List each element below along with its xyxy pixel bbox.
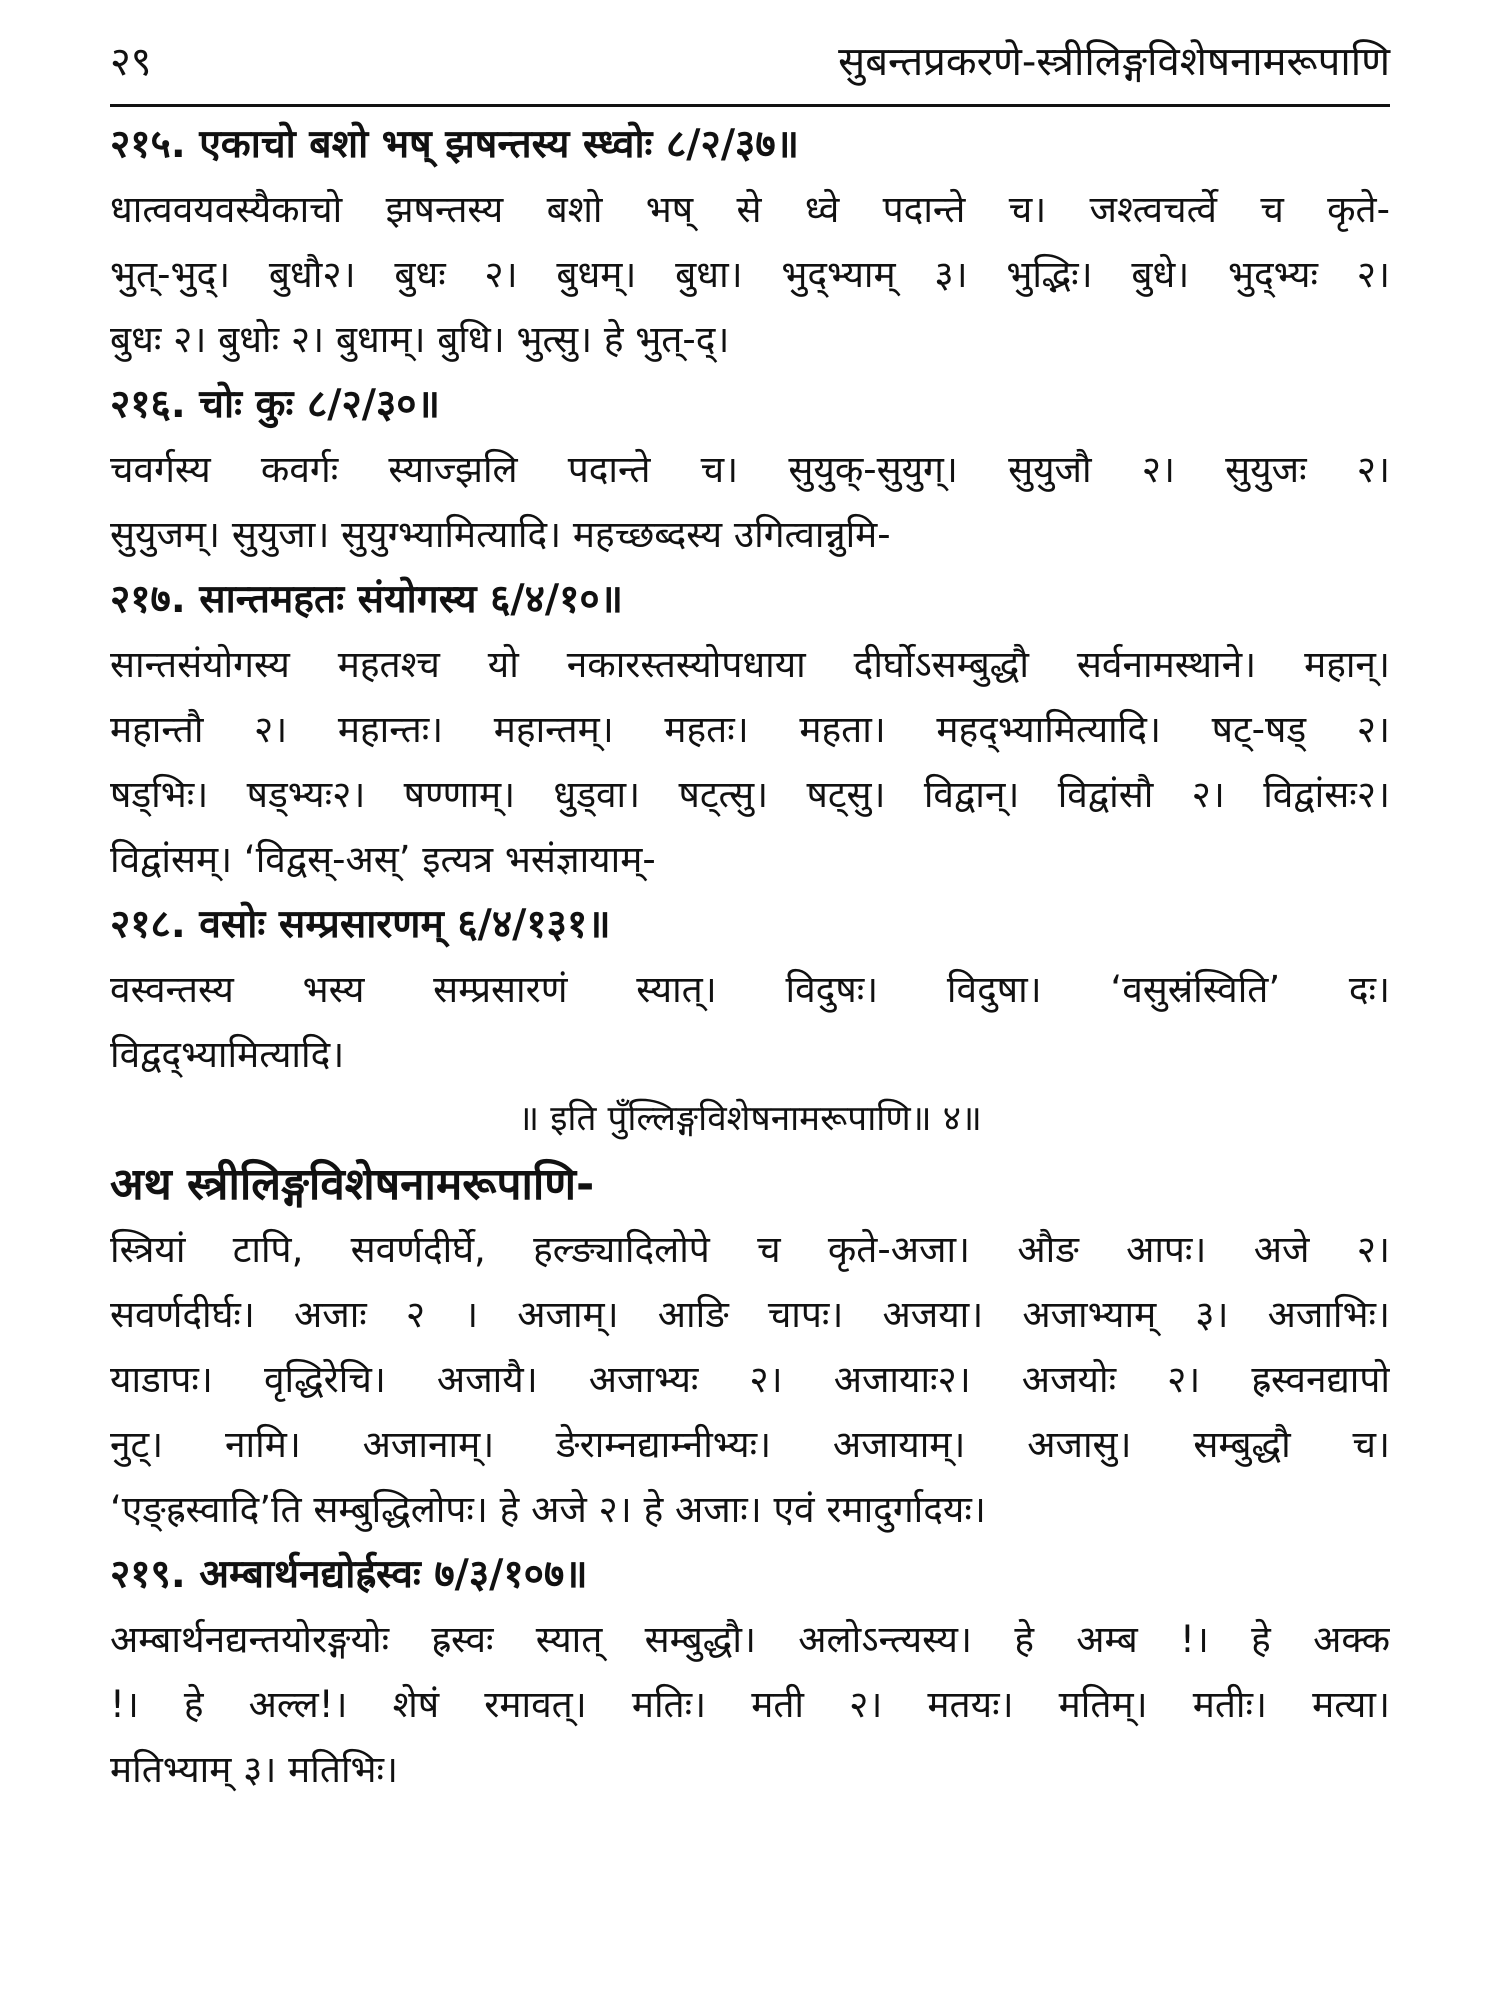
colophon-line: ॥ इति पुँल्लिङ्गविशेषनामरूपाणि॥ ४॥ — [518, 1099, 982, 1139]
text-line: विद्वांसम्। ‘विद्वस्-अस्’ इत्यत्र भसंज्ञायाम्- — [110, 838, 656, 881]
page-number: २९ — [110, 39, 152, 85]
text-line: सान्तसंयोगस्य महतश्च यो नकारस्तस्योपधाया दीर्घोऽसम्बुद्धौ सर्वनामस्थाने। महान्। — [110, 643, 1390, 686]
text-line: चवर्गस्य कवर्गः स्याज्झलि पदान्ते च। सुयुक्-सुयुग्। सुयुजौ २। सुयुजः २। — [110, 448, 1390, 491]
text-line: बुधः २। बुधोः २। बुधाम्। बुधि। भुत्सु। हे भुत्-द्। — [110, 318, 730, 361]
text-line: ‘एङ्ह्रस्वादि’ति सम्बुद्धिलोपः। हे अजे २। हे अजाः। एवं रमादुर्गादयः। — [110, 1488, 986, 1531]
text-line: नुट्। नामि। अजानाम्। ङेराम्नद्याम्नीभ्यः। अजायाम्। अजासु। सम्बुद्धौ च। — [110, 1423, 1390, 1466]
text-line: महान्तौ २। महान्तः। महान्तम्। महतः। महता। महद्भ्यामित्यादि। षट्-षड् २। — [110, 708, 1390, 751]
text-line: वस्वन्तस्य भस्य सम्प्रसारणं स्यात्। विदुषः। विदुषा। ‘वसुस्रंस्विति’ दः। — [110, 968, 1390, 1011]
sutra-heading: २१८. वसोः सम्प्रसारणम् ६/४/१३१॥ — [110, 902, 611, 947]
text-line: मतिभ्याम् ३। मतिभिः। — [110, 1748, 399, 1791]
page-header — [110, 28, 1390, 94]
sutra-heading: २१६. चोः कुः ८/२/३०॥ — [110, 382, 440, 427]
text-line: याडापः। वृद्धिरेचि। अजायै। अजाभ्यः २। अजायाः२। अजयोः २। ह्रस्वनद्यापो — [110, 1358, 1390, 1401]
text-line: सवर्णदीर्घः। अजाः २ । अजाम्। आङि चापः। अजया। अजाभ्याम् ३। अजाभिः। — [110, 1293, 1390, 1336]
section-heading: अथ स्त्रीलिङ्गविशेषनामरूपाणि- — [110, 1159, 595, 1210]
text-line: !। हे अल्ल!। शेषं रमावत्। मतिः। मती २। मतयः। मतिम्। मतीः। मत्या। — [110, 1683, 1390, 1726]
text-line: षड्भिः। षड्भ्यः२। षण्णाम्। धुड्वा। षट्त्सु। षट्सु। विद्वान्। विद्वांसौ २। विद्वांसः२। — [110, 773, 1390, 816]
sutra-heading: २१५. एकाचो बशो भष् झषन्तस्य स्ध्वोः ८/२/३७॥ — [110, 122, 799, 167]
running-title: सुबन्तप्रकरणे-स्त्रीलिङ्गविशेषनामरूपाणि — [838, 39, 1390, 85]
sutra-heading: २१७. सान्तमहतः संयोगस्य ६/४/१०॥ — [110, 577, 624, 622]
text-line: विद्वद्भ्यामित्यादि। — [110, 1033, 345, 1076]
document-body — [110, 112, 1390, 1802]
text-line: धात्ववयवस्यैकाचो झषन्तस्य बशो भष् से ध्वे पदान्ते च। जश्त्वचर्त्वे च कृते- — [110, 188, 1390, 231]
text-line: स्त्रियां टापि, सवर्णदीर्घे, हल्ङ्यादिलोपे च कृते-अजा। औङ आपः। अजे २। — [110, 1228, 1390, 1271]
header-divider — [110, 104, 1390, 107]
text-line: सुयुजम्। सुयुजा। सुयुग्भ्यामित्यादि। महच्छब्दस्य उगित्वान्नुमि- — [110, 513, 891, 556]
text-line: भुत्-भुद्। बुधौ२। बुधः २। बुधम्। बुधा। भुद्भ्याम् ३। भुद्भिः। बुधे। भुद्भ्यः २। — [110, 253, 1390, 296]
sutra-heading: २१९. अम्बार्थनद्योर्ह्रस्वः ७/३/१०७॥ — [110, 1552, 588, 1597]
text-line: अम्बार्थनद्यन्तयोरङ्गयोः ह्रस्वः स्यात् सम्बुद्धौ। अलोऽन्त्यस्य। हे अम्ब !। हे अक्क — [110, 1618, 1390, 1661]
